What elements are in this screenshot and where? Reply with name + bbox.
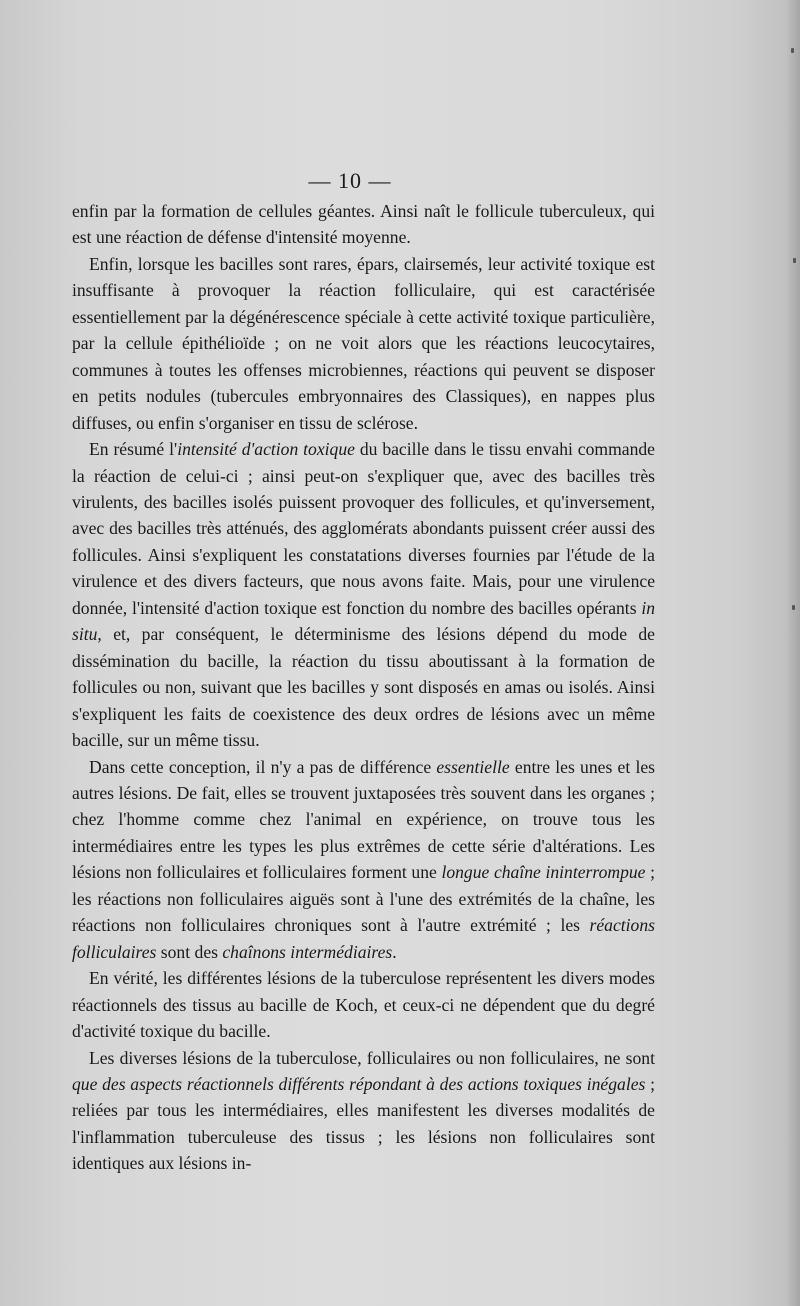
paragraph-4-italic-chainons: chaînons intermédiaires [222, 941, 393, 962]
paragraph-3 [72, 436, 655, 753]
scan-speck [791, 48, 794, 53]
paragraph-5 [72, 965, 655, 1044]
paragraph-2-text: Enfin, lorsque les bacilles sont rares, épars, clairsemés, leur activité toxique est insuffisante à provoquer la réaction folliculaire, qui est caractérisée essentiellement par la dégénérescence spéciale à cette activité toxique particulière, par la cellule épithélioïde ; on ne voit alors que les réactions leucocytaires, communes à toutes les offenses microbiennes, réactions qui peuvent se disposer en petits nodules (tubercules embryonnaires des Classiques), en nappes plus diffuses, ou enfin s'organiser en tissu de sclérose. [72, 253, 655, 433]
paragraph-4-italic-reactions-folliculaires: réactions folliculaires [72, 915, 655, 962]
paragraph-2 [72, 251, 655, 436]
paragraph-4-text-b: entre les unes et les autres lésions. De fait, elles se trouvent juxtaposées très souvent dans les organes ; chez l'homme comme chez l'animal en expérience, on trouve tous les intermédiaires entre les types les plus extrêmes de cette série d'altérations. Les lésions non folliculaires et folliculaires forment une [72, 756, 655, 883]
paragraph-4-text-a: Dans cette conception, il n'y a pas de différence [89, 756, 437, 777]
paragraph-1 [72, 198, 655, 251]
page-edge-shadow [786, 0, 800, 1306]
paragraph-6 [72, 1045, 655, 1177]
paragraph-6-text-b: ; reliées par tous les intermédiaires, elles manifestent les diverses modalités de l'inflammation tuberculeuse des tissus ; les lésions non folliculaires sont identiques aux lésions in- [72, 1073, 655, 1174]
paragraph-3-text-c: , et, par conséquent, le déterminisme des lésions dépend du mode de dissémination du bacille, la réaction du tissu aboutissant à la formation de follicules ou non, suivant que les bacilles y sont disposés en amas ou isolés. Ainsi s'expliquent les faits de coexistence des deux ordres de lésions avec un même bacille, sur un même tissu. [72, 624, 655, 751]
paragraph-1-text: enfin par la formation de cellules géantes. Ainsi naît le follicule tuberculeux, qui est une réaction de défense d'intensité moyenne. [72, 201, 655, 248]
paragraph-4-text-c: ; les réactions non folliculaires aiguës sont à l'une des extrémités de la chaîne, les réactions non folliculaires chroniques sont à l'autre extrémité ; les [72, 862, 656, 936]
paragraph-5-text: En vérité, les différentes lésions de la tuberculose représentent les divers modes réactionnels des tissus au bacille de Koch, et ceux-ci ne dépendent que du degré d'activité toxique du bacille. [72, 968, 655, 1042]
body-text [72, 198, 655, 1177]
paragraph-4 [72, 754, 655, 966]
paragraph-3-text-a: En résumé l' [89, 439, 178, 460]
paragraph-4-italic-longue-chaine: longue chaîne ininterrompue [441, 862, 646, 883]
scan-speck [792, 605, 795, 610]
paragraph-6-text-a: Les diverses lésions de la tuberculose, folliculaires ou non folliculaires, ne sont [89, 1047, 655, 1068]
paragraph-6-italic-aspects: que des aspects réactionnels différents répondant à des actions toxiques inégales [72, 1073, 646, 1094]
paragraph-3-text-b: du bacille dans le tissu envahi commande la réaction de celui-ci ; ainsi peut-on s'expliquer que, avec des bacilles très virulents, des bacilles isolés puissent provoquer des follicules, et qu'inversement, avec des bacilles très atténués, des agglomérats abondants puissent créer aussi des follicules. Ainsi s'expliquent les constatations diverses fournies par l'étude de la virulence et des divers facteurs, que nous avons faite. Mais, pour une virulence donnée, l'intensité d'action toxique est fonction du nombre des bacilles opérants [72, 439, 655, 618]
paragraph-4-text-e: . [392, 941, 397, 962]
paragraph-3-italic-in-situ: in situ [72, 597, 655, 645]
paragraph-4-text-d: sont des [156, 941, 223, 962]
scan-speck [793, 258, 796, 263]
page-number: — 10 — [308, 168, 392, 193]
paragraph-4-italic-essentielle: essentielle [436, 756, 510, 777]
paragraph-3-italic-intensite: intensité d'action toxique [177, 439, 355, 460]
